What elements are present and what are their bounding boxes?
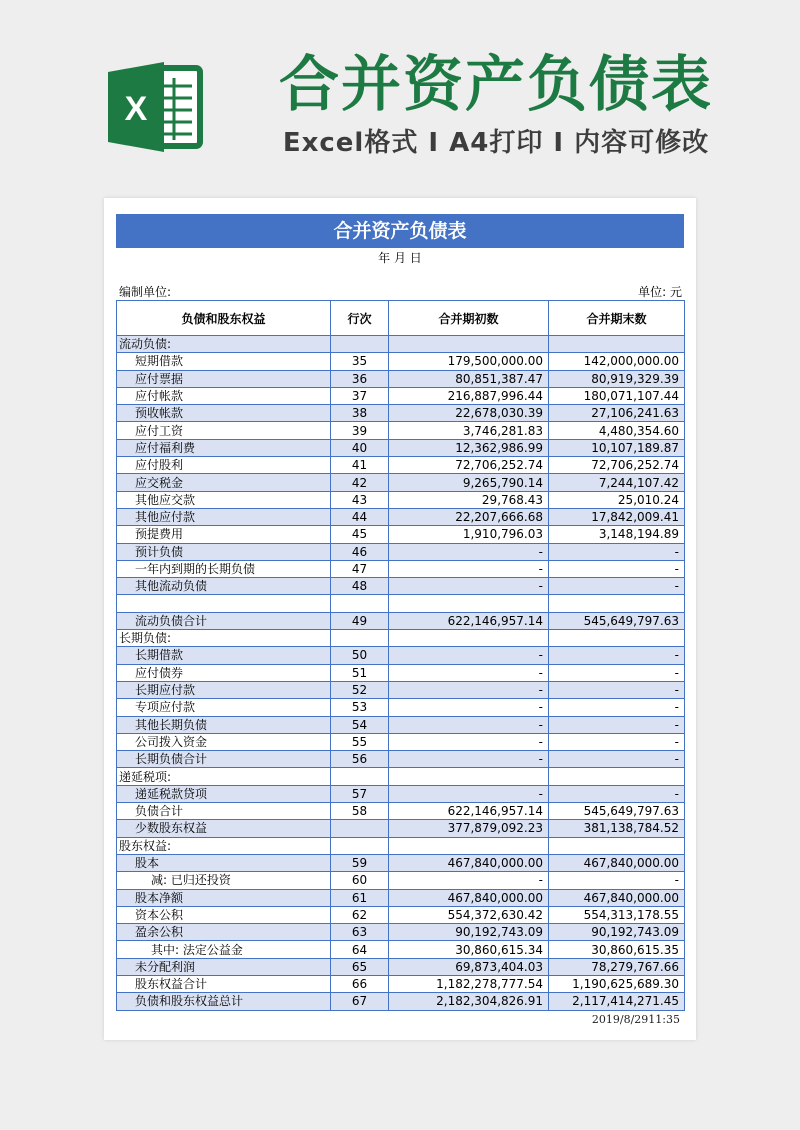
item-name-cell: 预收帐款: [117, 405, 331, 422]
page-title: 合并资产负债表: [279, 50, 713, 120]
item-name-cell: 应付福利费: [117, 439, 331, 456]
item-name-cell: 长期负债:: [117, 630, 331, 647]
line-number-cell: 50: [331, 647, 389, 664]
line-number-cell: 51: [331, 664, 389, 681]
item-name-cell: 未分配利润: [117, 958, 331, 975]
table-row: [117, 630, 685, 647]
line-number-cell: 42: [331, 474, 389, 491]
table-row: [117, 560, 685, 577]
end-balance-cell: 90,192,743.09: [549, 924, 685, 941]
end-balance-cell: -: [549, 681, 685, 698]
table-row: [117, 906, 685, 923]
end-balance-cell: 467,840,000.00: [549, 854, 685, 871]
begin-balance-cell: 1,182,278,777.54: [389, 975, 549, 992]
begin-balance-cell: 554,372,630.42: [389, 906, 549, 923]
line-number-cell: [331, 595, 389, 612]
table-row: [117, 543, 685, 560]
end-balance-cell: 381,138,784.52: [549, 820, 685, 837]
line-number-cell: 45: [331, 526, 389, 543]
table-row: [117, 872, 685, 889]
item-name-cell: 股本: [117, 854, 331, 871]
table-row: [117, 664, 685, 681]
end-balance-cell: -: [549, 664, 685, 681]
begin-balance-cell: -: [389, 681, 549, 698]
item-name-cell: 一年内到期的长期负债: [117, 560, 331, 577]
end-balance-cell: -: [549, 560, 685, 577]
begin-balance-cell: 216,887,996.44: [389, 387, 549, 404]
logo-letter: X: [124, 90, 148, 128]
begin-balance-cell: 179,500,000.00: [389, 353, 549, 370]
begin-balance-cell: 29,768.43: [389, 491, 549, 508]
begin-balance-cell: 30,860,615.34: [389, 941, 549, 958]
begin-balance-cell: [389, 837, 549, 854]
line-number-cell: [331, 336, 389, 353]
begin-balance-cell: 1,910,796.03: [389, 526, 549, 543]
line-number-cell: 49: [331, 612, 389, 629]
end-balance-cell: 27,106,241.63: [549, 405, 685, 422]
end-balance-cell: 72,706,252.74: [549, 457, 685, 474]
item-name-cell: 负债合计: [117, 803, 331, 820]
item-name-cell: 流动负债:: [117, 336, 331, 353]
table-row: [117, 681, 685, 698]
end-balance-cell: -: [549, 872, 685, 889]
begin-balance-cell: 622,146,957.14: [389, 612, 549, 629]
end-balance-cell: 467,840,000.00: [549, 889, 685, 906]
end-balance-cell: 1,190,625,689.30: [549, 975, 685, 992]
begin-balance-cell: -: [389, 543, 549, 560]
begin-balance-cell: 622,146,957.14: [389, 803, 549, 820]
table-row: [117, 785, 685, 802]
begin-balance-cell: [389, 630, 549, 647]
end-balance-cell: -: [549, 543, 685, 560]
table-row: [117, 439, 685, 456]
line-number-cell: 54: [331, 716, 389, 733]
item-name-cell: 递延税项:: [117, 768, 331, 785]
table-row: [117, 924, 685, 941]
table-row: [117, 941, 685, 958]
item-name-cell: 少数股东权益: [117, 820, 331, 837]
table-row: [117, 889, 685, 906]
table-row: [117, 837, 685, 854]
item-name-cell: 长期借款: [117, 647, 331, 664]
table-header-row: [117, 301, 685, 336]
item-name-cell: 资本公积: [117, 906, 331, 923]
item-name-cell: 预计负债: [117, 543, 331, 560]
line-number-cell: 36: [331, 370, 389, 387]
begin-balance-cell: -: [389, 716, 549, 733]
end-balance-cell: -: [549, 751, 685, 768]
item-name-cell: 应付帐款: [117, 387, 331, 404]
item-name-cell: 其他长期负债: [117, 716, 331, 733]
date-line: 年 月 日: [378, 251, 422, 265]
table-row: [117, 958, 685, 975]
end-balance-cell: -: [549, 733, 685, 750]
begin-balance-cell: 72,706,252.74: [389, 457, 549, 474]
column-header-item: 负债和股东权益: [117, 301, 331, 336]
begin-balance-cell: [389, 768, 549, 785]
begin-balance-cell: 80,851,387.47: [389, 370, 549, 387]
line-number-cell: 47: [331, 560, 389, 577]
end-balance-cell: 142,000,000.00: [549, 353, 685, 370]
begin-balance-cell: -: [389, 664, 549, 681]
begin-balance-cell: [389, 336, 549, 353]
begin-balance-cell: 22,207,666.68: [389, 508, 549, 525]
table-row: [117, 422, 685, 439]
line-number-cell: 39: [331, 422, 389, 439]
line-number-cell: 57: [331, 785, 389, 802]
line-number-cell: 40: [331, 439, 389, 456]
item-name-cell: 盈余公积: [117, 924, 331, 941]
table-row: [117, 457, 685, 474]
end-balance-cell: -: [549, 578, 685, 595]
end-balance-cell: -: [549, 647, 685, 664]
table-row: [117, 526, 685, 543]
end-balance-cell: [549, 768, 685, 785]
item-name-cell: 应付债券: [117, 664, 331, 681]
begin-balance-cell: 377,879,092.23: [389, 820, 549, 837]
end-balance-cell: -: [549, 716, 685, 733]
end-balance-cell: 80,919,329.39: [549, 370, 685, 387]
begin-balance-cell: -: [389, 733, 549, 750]
table-row: [117, 733, 685, 750]
item-name-cell: 其中: 法定公益金: [117, 941, 331, 958]
begin-balance-cell: 467,840,000.00: [389, 889, 549, 906]
end-balance-cell: 78,279,767.66: [549, 958, 685, 975]
begin-balance-cell: -: [389, 560, 549, 577]
table-row: [117, 491, 685, 508]
item-name-cell: 长期负债合计: [117, 751, 331, 768]
end-balance-cell: [549, 837, 685, 854]
table-row: [117, 716, 685, 733]
table-row: [117, 336, 685, 353]
item-name-cell: 应付票据: [117, 370, 331, 387]
begin-balance-cell: -: [389, 647, 549, 664]
line-number-cell: 64: [331, 941, 389, 958]
line-number-cell: 37: [331, 387, 389, 404]
table-row: [117, 803, 685, 820]
item-name-cell: 短期借款: [117, 353, 331, 370]
item-name-cell: [117, 595, 331, 612]
item-name-cell: 公司拨入资金: [117, 733, 331, 750]
table-row: [117, 854, 685, 871]
table-row: [117, 975, 685, 992]
column-header-end: 合并期末数: [549, 301, 685, 336]
item-name-cell: 负债和股东权益总计: [117, 993, 331, 1010]
table-row: [117, 353, 685, 370]
item-name-cell: 应付股利: [117, 457, 331, 474]
begin-balance-cell: 69,873,404.03: [389, 958, 549, 975]
currency-unit-label: 单位: 元: [638, 285, 682, 299]
item-name-cell: 流动负债合计: [117, 612, 331, 629]
item-name-cell: 股本净额: [117, 889, 331, 906]
line-number-cell: 66: [331, 975, 389, 992]
end-balance-cell: -: [549, 785, 685, 802]
table-row: [117, 474, 685, 491]
begin-balance-cell: 22,678,030.39: [389, 405, 549, 422]
line-number-cell: [331, 820, 389, 837]
excel-logo-icon: [106, 58, 204, 156]
end-balance-cell: 545,649,797.63: [549, 612, 685, 629]
compiling-unit-label: 编制单位:: [119, 285, 172, 299]
line-number-cell: 52: [331, 681, 389, 698]
line-number-cell: 55: [331, 733, 389, 750]
line-number-cell: 61: [331, 889, 389, 906]
item-name-cell: 其他流动负债: [117, 578, 331, 595]
end-balance-cell: 180,071,107.44: [549, 387, 685, 404]
item-name-cell: 预提费用: [117, 526, 331, 543]
line-number-cell: 43: [331, 491, 389, 508]
table-row: [117, 993, 685, 1010]
begin-balance-cell: -: [389, 872, 549, 889]
balance-sheet-table: [116, 300, 685, 1011]
item-name-cell: 应交税金: [117, 474, 331, 491]
end-balance-cell: 30,860,615.35: [549, 941, 685, 958]
line-number-cell: 44: [331, 508, 389, 525]
begin-balance-cell: 12,362,986.99: [389, 439, 549, 456]
begin-balance-cell: -: [389, 578, 549, 595]
line-number-cell: 59: [331, 854, 389, 871]
table-row: [117, 595, 685, 612]
line-number-cell: [331, 768, 389, 785]
item-name-cell: 其他应付款: [117, 508, 331, 525]
item-name-cell: 股东权益合计: [117, 975, 331, 992]
table-row: [117, 612, 685, 629]
end-balance-cell: 4,480,354.60: [549, 422, 685, 439]
table-row: [117, 370, 685, 387]
column-header-begin: 合并期初数: [389, 301, 549, 336]
table-row: [117, 405, 685, 422]
line-number-cell: 38: [331, 405, 389, 422]
begin-balance-cell: 3,746,281.83: [389, 422, 549, 439]
end-balance-cell: 25,010.24: [549, 491, 685, 508]
table-row: [117, 699, 685, 716]
page-subtitle: Excel格式 I A4打印 I 内容可修改: [282, 128, 710, 158]
end-balance-cell: 2,117,414,271.45: [549, 993, 685, 1010]
line-number-cell: [331, 837, 389, 854]
line-number-cell: 67: [331, 993, 389, 1010]
end-balance-cell: [549, 336, 685, 353]
end-balance-cell: 554,313,178.55: [549, 906, 685, 923]
line-number-cell: 56: [331, 751, 389, 768]
end-balance-cell: 545,649,797.63: [549, 803, 685, 820]
item-name-cell: 递延税款贷项: [117, 785, 331, 802]
line-number-cell: [331, 630, 389, 647]
begin-balance-cell: 90,192,743.09: [389, 924, 549, 941]
end-balance-cell: 7,244,107.42: [549, 474, 685, 491]
item-name-cell: 长期应付款: [117, 681, 331, 698]
table-row: [117, 387, 685, 404]
table-row: [117, 820, 685, 837]
line-number-cell: 60: [331, 872, 389, 889]
item-name-cell: 股东权益:: [117, 837, 331, 854]
table-row: [117, 768, 685, 785]
line-number-cell: 58: [331, 803, 389, 820]
begin-balance-cell: 2,182,304,826.91: [389, 993, 549, 1010]
line-number-cell: 35: [331, 353, 389, 370]
line-number-cell: 65: [331, 958, 389, 975]
timestamp: 2019/8/2911:35: [591, 1013, 680, 1026]
begin-balance-cell: 9,265,790.14: [389, 474, 549, 491]
end-balance-cell: 3,148,194.89: [549, 526, 685, 543]
begin-balance-cell: -: [389, 699, 549, 716]
column-header-line: 行次: [331, 301, 389, 336]
begin-balance-cell: -: [389, 751, 549, 768]
item-name-cell: 减: 已归还投资: [117, 872, 331, 889]
end-balance-cell: 10,107,189.87: [549, 439, 685, 456]
item-name-cell: 其他应交款: [117, 491, 331, 508]
begin-balance-cell: 467,840,000.00: [389, 854, 549, 871]
table-row: [117, 508, 685, 525]
line-number-cell: 41: [331, 457, 389, 474]
end-balance-cell: [549, 630, 685, 647]
line-number-cell: 63: [331, 924, 389, 941]
begin-balance-cell: [389, 595, 549, 612]
end-balance-cell: 17,842,009.41: [549, 508, 685, 525]
table-row: [117, 751, 685, 768]
item-name-cell: 专项应付款: [117, 699, 331, 716]
line-number-cell: 62: [331, 906, 389, 923]
line-number-cell: 48: [331, 578, 389, 595]
end-balance-cell: -: [549, 699, 685, 716]
sheet-title: 合并资产负债表: [116, 214, 684, 248]
begin-balance-cell: -: [389, 785, 549, 802]
table-row: [117, 578, 685, 595]
end-balance-cell: [549, 595, 685, 612]
table-row: [117, 647, 685, 664]
line-number-cell: 46: [331, 543, 389, 560]
item-name-cell: 应付工资: [117, 422, 331, 439]
line-number-cell: 53: [331, 699, 389, 716]
